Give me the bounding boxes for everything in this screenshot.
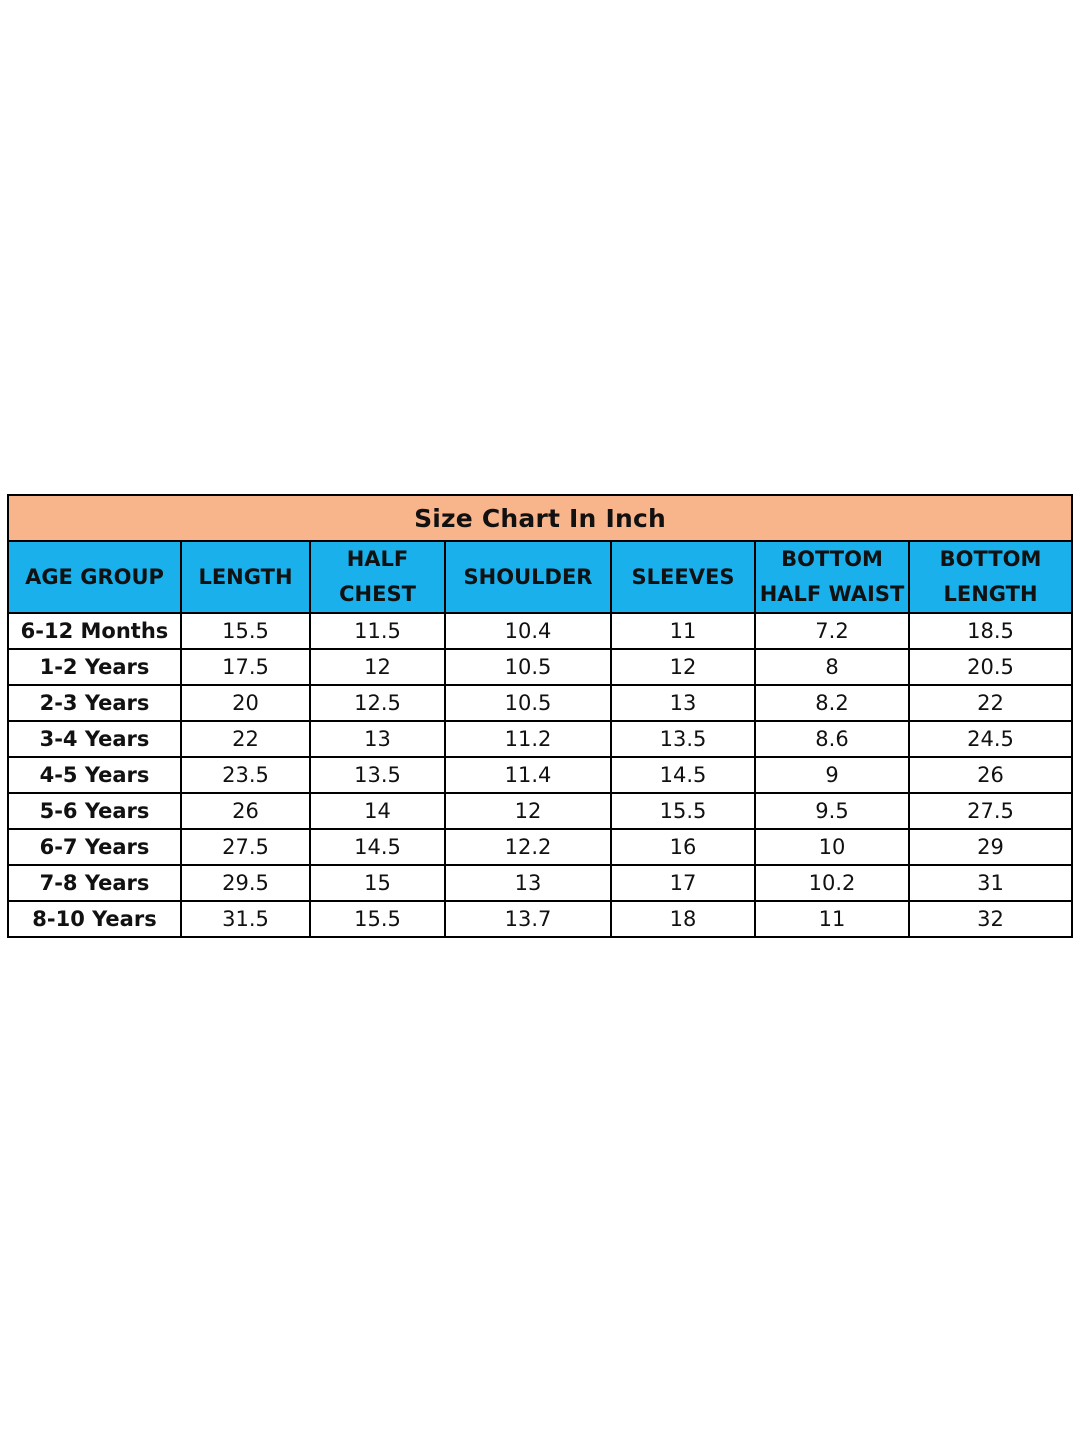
- measurement-cell: 11: [611, 613, 755, 649]
- age-group-cell: 5-6 Years: [8, 793, 181, 829]
- measurement-cell: 10: [755, 829, 909, 865]
- measurement-cell: 10.2: [755, 865, 909, 901]
- measurement-cell: 17: [611, 865, 755, 901]
- measurement-cell: 18.5: [909, 613, 1072, 649]
- measurement-cell: 20: [181, 685, 310, 721]
- measurement-cell: 10.4: [445, 613, 611, 649]
- measurement-cell: 10.5: [445, 685, 611, 721]
- column-header: [909, 541, 1072, 613]
- age-group-cell: 7-8 Years: [8, 865, 181, 901]
- measurement-cell: 11.2: [445, 721, 611, 757]
- column-header-line: CHEST: [339, 582, 416, 606]
- column-header-row: [8, 541, 1072, 613]
- measurement-cell: 23.5: [181, 757, 310, 793]
- measurement-cell: 13.7: [445, 901, 611, 937]
- measurement-cell: 11: [755, 901, 909, 937]
- measurement-cell: 11.5: [310, 613, 445, 649]
- column-header-line: AGE GROUP: [25, 564, 164, 589]
- column-header-line: HALF WAIST: [759, 582, 905, 606]
- measurement-cell: 11.4: [445, 757, 611, 793]
- measurement-cell: 12: [611, 649, 755, 685]
- measurement-cell: 27.5: [909, 793, 1072, 829]
- measurement-cell: 22: [909, 685, 1072, 721]
- measurement-cell: 15.5: [181, 613, 310, 649]
- measurement-cell: 24.5: [909, 721, 1072, 757]
- measurement-cell: 13: [611, 685, 755, 721]
- size-rows: [8, 613, 1072, 937]
- chart-title: Size Chart In Inch: [8, 495, 1072, 541]
- measurement-cell: 17.5: [181, 649, 310, 685]
- measurement-cell: 13: [445, 865, 611, 901]
- column-header-line: HALF: [346, 547, 409, 571]
- table-row: [8, 685, 1072, 721]
- age-group-cell: 1-2 Years: [8, 649, 181, 685]
- measurement-cell: 31.5: [181, 901, 310, 937]
- table-row: [8, 793, 1072, 829]
- table-row: [8, 721, 1072, 757]
- title-row: [8, 495, 1072, 541]
- age-group-cell: 2-3 Years: [8, 685, 181, 721]
- table-row: [8, 829, 1072, 865]
- measurement-cell: 9: [755, 757, 909, 793]
- measurement-cell: 12.5: [310, 685, 445, 721]
- measurement-cell: 14.5: [611, 757, 755, 793]
- column-header: [310, 541, 445, 613]
- age-group-cell: 4-5 Years: [8, 757, 181, 793]
- measurement-cell: 15.5: [611, 793, 755, 829]
- measurement-cell: 10.5: [445, 649, 611, 685]
- measurement-cell: 9.5: [755, 793, 909, 829]
- table-row: [8, 901, 1072, 937]
- column-header-line: BOTTOM: [781, 547, 883, 571]
- measurement-cell: 8: [755, 649, 909, 685]
- measurement-cell: 8.6: [755, 721, 909, 757]
- column-header: [181, 541, 310, 613]
- measurement-cell: 12.2: [445, 829, 611, 865]
- table-row: [8, 865, 1072, 901]
- column-header: [755, 541, 909, 613]
- measurement-cell: 14: [310, 793, 445, 829]
- measurement-cell: 31: [909, 865, 1072, 901]
- measurement-cell: 16: [611, 829, 755, 865]
- measurement-cell: 32: [909, 901, 1072, 937]
- measurement-cell: 12: [310, 649, 445, 685]
- measurement-cell: 8.2: [755, 685, 909, 721]
- table-row: [8, 757, 1072, 793]
- measurement-cell: 15.5: [310, 901, 445, 937]
- measurement-cell: 22: [181, 721, 310, 757]
- column-header-line: SLEEVES: [631, 564, 735, 589]
- measurement-cell: 13.5: [310, 757, 445, 793]
- size-chart-table: [7, 494, 1073, 938]
- measurement-cell: 13: [310, 721, 445, 757]
- table-row: [8, 649, 1072, 685]
- age-group-cell: 6-12 Months: [8, 613, 181, 649]
- column-header: [8, 541, 181, 613]
- measurement-cell: 15: [310, 865, 445, 901]
- age-group-cell: 6-7 Years: [8, 829, 181, 865]
- size-chart-container: [7, 494, 1071, 938]
- column-header: [611, 541, 755, 613]
- measurement-cell: 18: [611, 901, 755, 937]
- measurement-cell: 26: [181, 793, 310, 829]
- column-header-line: LENGTH: [943, 582, 1038, 606]
- measurement-cell: 26: [909, 757, 1072, 793]
- measurement-cell: 13.5: [611, 721, 755, 757]
- measurement-cell: 29: [909, 829, 1072, 865]
- measurement-cell: 14.5: [310, 829, 445, 865]
- measurement-cell: 27.5: [181, 829, 310, 865]
- table-row: [8, 613, 1072, 649]
- column-header-line: LENGTH: [198, 564, 293, 589]
- measurement-cell: 29.5: [181, 865, 310, 901]
- column-header: [445, 541, 611, 613]
- column-header-line: SHOULDER: [463, 564, 593, 589]
- measurement-cell: 7.2: [755, 613, 909, 649]
- age-group-cell: 8-10 Years: [8, 901, 181, 937]
- measurement-cell: 12: [445, 793, 611, 829]
- age-group-cell: 3-4 Years: [8, 721, 181, 757]
- measurement-cell: 20.5: [909, 649, 1072, 685]
- column-header-line: BOTTOM: [939, 547, 1042, 571]
